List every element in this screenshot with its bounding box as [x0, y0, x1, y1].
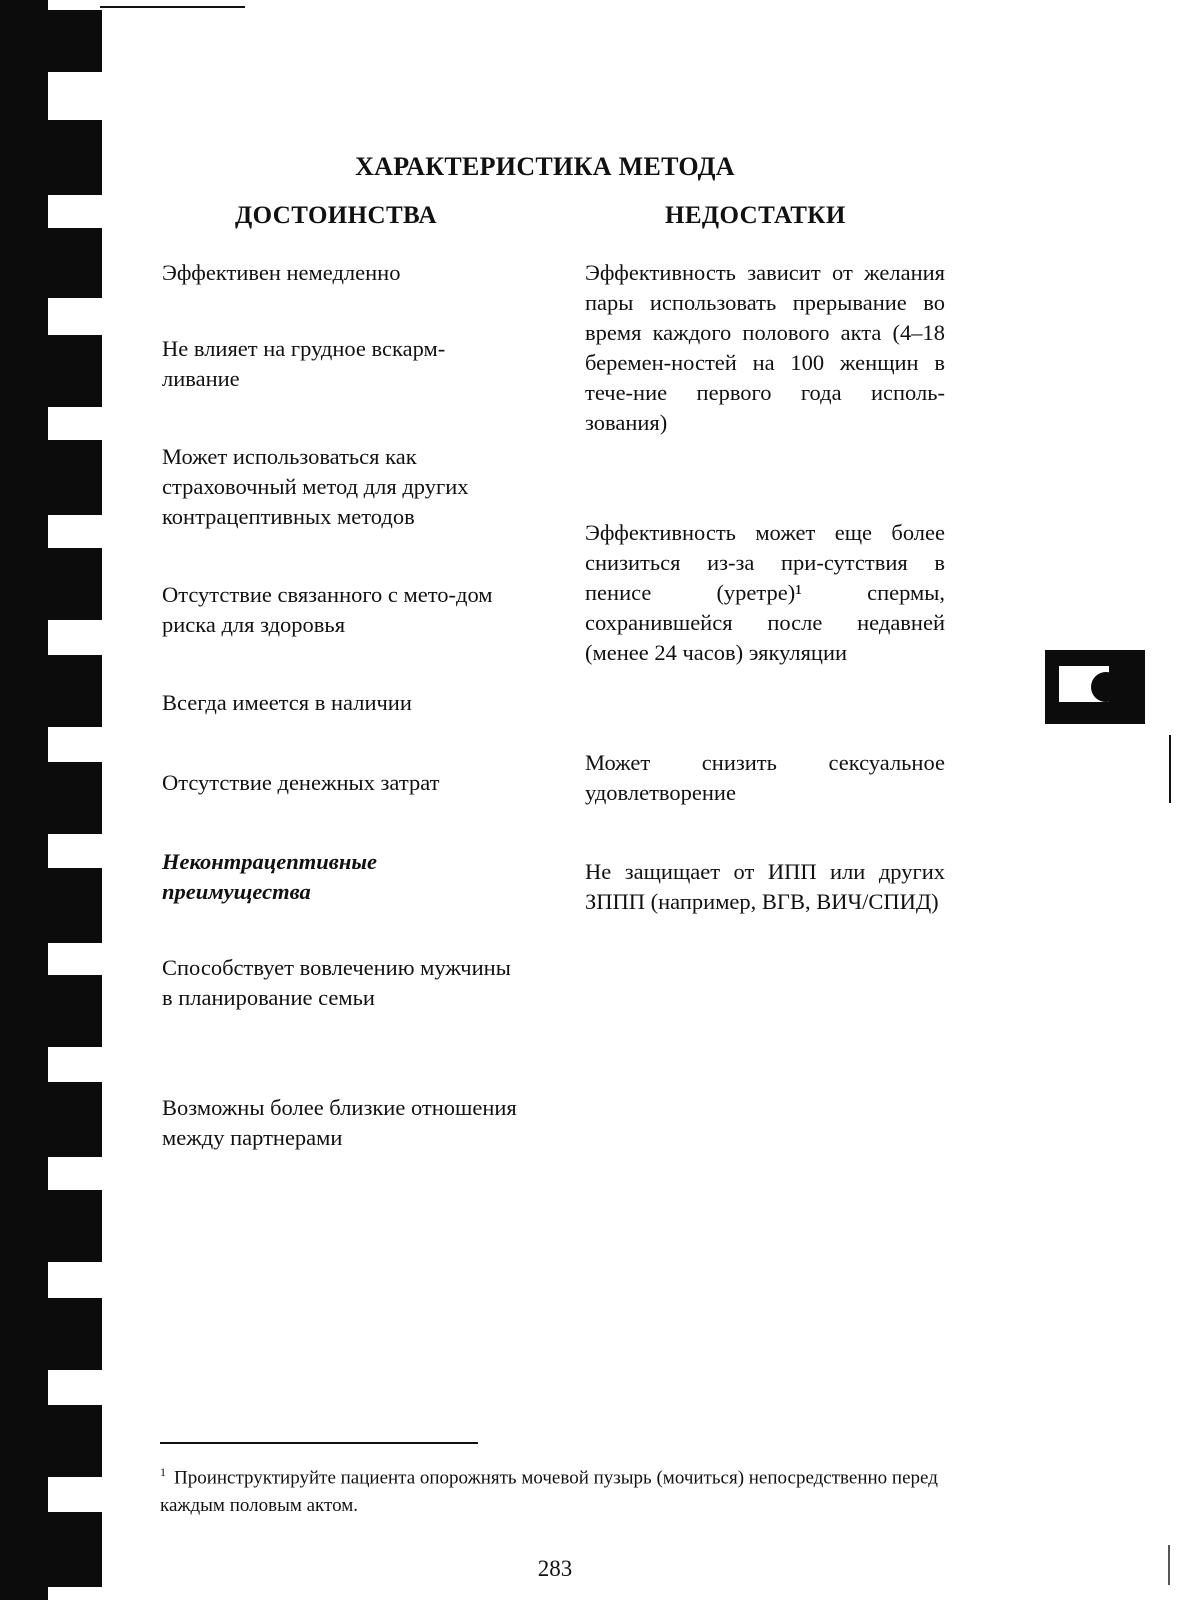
- binding-tooth: [30, 548, 102, 620]
- footnote-rule: [160, 1442, 478, 1444]
- noncontraceptive-subheading: Неконтрацептивные преимущества: [162, 849, 377, 904]
- footnote-text: Проинструктируйте пациента опорожнять мочевой пузырь (мочиться) непосредственно перед каждым половым актом.: [160, 1467, 938, 1517]
- binding-tooth: [30, 762, 102, 834]
- disadvantages-heading: НЕДОСТАТКИ: [665, 202, 846, 229]
- binding-tooth: [30, 975, 102, 1047]
- advantage-item: Возможны более близкие отношения между партнерами: [162, 1095, 517, 1150]
- disadvantage-item: Может снизить сексуальное удовлетворение: [585, 750, 945, 805]
- advantages-heading: ДОСТОИНСТВА: [235, 202, 437, 229]
- page-number: 283: [537, 1556, 573, 1581]
- chapter-tab-mark: [1045, 650, 1145, 724]
- binding-tooth: [30, 1082, 102, 1157]
- advantage-item: Способствует вовлечению мужчины в планирование семьи: [162, 955, 511, 1010]
- advantage-item: Может использоваться как страховочный метод для других контрацептивных методов: [162, 444, 469, 529]
- top-rule: [100, 6, 245, 8]
- footnote: [160, 1458, 950, 1520]
- advantage-item: Не влияет на грудное вскарм-ливание: [162, 336, 446, 391]
- footnote-marker: 1: [160, 1465, 166, 1479]
- chapter-tab-icon: [1091, 672, 1121, 702]
- binding-tooth: [30, 10, 102, 72]
- advantage-item: Эффективен немедленно: [162, 260, 401, 285]
- spiral-binding: [0, 0, 110, 1600]
- advantage-item: Отсутствие связанного с мето-дом риска для здоровья: [162, 582, 493, 637]
- margin-rule: [1168, 1545, 1170, 1585]
- margin-rule: [1169, 735, 1171, 803]
- disadvantage-item: Эффективность может еще более снизиться из-за при-сутствия в пенисе (уретре)¹ спермы, сохранившейся после недавней (менее 24 часов) эякуляции: [585, 520, 945, 665]
- binding-tooth: [30, 1298, 102, 1370]
- binding-tooth: [30, 1405, 102, 1477]
- advantage-item: Всегда имеется в наличии: [162, 690, 412, 715]
- binding-tooth: [30, 868, 102, 943]
- binding-tooth: [30, 335, 102, 407]
- binding-tooth: [30, 1190, 102, 1262]
- binding-tooth: [30, 655, 102, 727]
- binding-tooth: [30, 228, 102, 298]
- section-title: ХАРАКТЕРИСТИКА МЕТОДА: [355, 152, 735, 181]
- disadvantage-item: Не защищает от ИПП или других ЗППП (например, ВГВ, ВИЧ/СПИД): [585, 859, 945, 914]
- advantage-item: Отсутствие денежных затрат: [162, 770, 440, 795]
- binding-tooth: [30, 440, 102, 515]
- disadvantage-item: Эффективность зависит от желания пары использовать прерывание во время каждого полового акта (4–18 беремен-ностей на 100 женщин в тече-ние первого года исполь-зования): [585, 260, 945, 435]
